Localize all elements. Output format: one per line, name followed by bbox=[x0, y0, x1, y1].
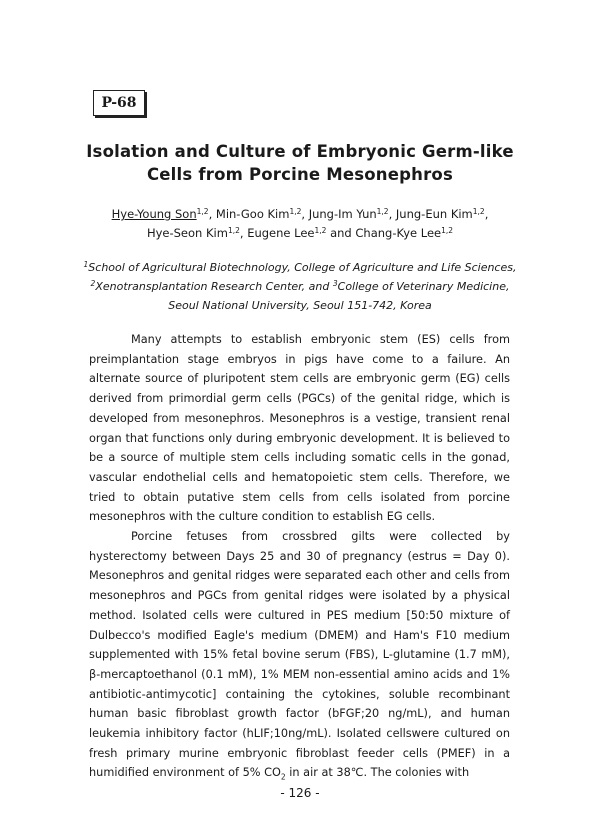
co2-subscript: 2 bbox=[280, 772, 286, 782]
aff-sup: 3 bbox=[332, 279, 338, 288]
author-name: Min-Goo Kim bbox=[215, 207, 290, 221]
affiliation-line-3: Seoul National University, Seoul 151-742, Korea bbox=[168, 299, 432, 312]
abstract-text: Porcine fetuses from crossbred gilts were collected by hysterectomy between Days 25 and 30 of pregnancy (estrus = Day 0). Mesonephros and genital ridges were separated each other and cells from mesonephros and PGCs from genital ridges were isolated by a physical method. Isolated cells were cultured in PES medium [50:50 mixture of Dulbecco's modified Eagle's medium (DMEM) and Ham's F10 medium supplemented with 15% fetal bovine serum (FBS), L-glutamine (1.7 mM), β-mercaptoethanol (0.1 mM), 1% MEM non-essential amino acids and 1% antibiotic-antimycotic] containing the cytokines, soluble recombinant human basic fibroblast growth factor (bFGF;20 ng/mL), and human leukemia inhibitory factor (hLIF;10ng/mL). Isolated cellswere cultured on fresh primary murine embryonic fibroblast feeder cells (PMEF) in a humidified environment of 5% CO bbox=[89, 530, 510, 780]
author-sup: 1,2 bbox=[472, 207, 485, 216]
title-line-1: Isolation and Culture of Embryonic Germ-like bbox=[86, 142, 514, 161]
author-presenter: Hye-Young Son bbox=[111, 207, 197, 221]
abstract-body bbox=[89, 330, 510, 783]
page-number: - 126 - bbox=[280, 786, 320, 800]
aff-sup: 1 bbox=[83, 260, 89, 269]
title-line-2: Cells from Porcine Mesonephros bbox=[146, 165, 453, 184]
author-name: Jung-Eun Kim bbox=[395, 207, 473, 221]
affiliation-line-1 bbox=[60, 258, 540, 277]
author-line-2: Hye-Seon Kim$^{1,2}$, Eugene Lee$^{1,2}$ and Chang-Kye Lee$^{1,2}$ bbox=[146, 226, 454, 240]
affiliation-line-2 bbox=[60, 277, 540, 296]
author-and: and bbox=[330, 226, 352, 240]
author-sup: 1,2 bbox=[441, 226, 454, 235]
author-name: Chang-Kye Lee bbox=[355, 226, 442, 240]
aff-text: School of Agricultural Biotechnology, College of Agriculture and Life Sciences, bbox=[88, 261, 517, 274]
paper-title bbox=[60, 140, 540, 186]
poster-code-box bbox=[93, 90, 145, 116]
aff-sup: 2 bbox=[90, 279, 96, 288]
author-sup: 1,2 bbox=[289, 207, 302, 216]
abstract-paragraph-2 bbox=[89, 527, 510, 783]
abstract-paragraph-1: Many attempts to establish embryonic stem (ES) cells from preimplantation stage embryos in pigs have come to a failure. An alternate source of pluripotent stem cells are embryonic germ (EG) cells derived from primordial germ cells (PGCs) of the genital ridge, which is developed from mesonephros. Mesonephros is a vestige, transient renal organ that functions only during embryonic development. It is believed to be a source of multiple stem cells including somatic cells in the gonad, vascular endothelial cells and hematopoietic stem cells. Therefore, we tried to obtain putative stem cells from cells isolated from porcine mesonephros with the culture condition to establish EG cells. bbox=[89, 333, 510, 524]
abstract-text: in air at 38℃. The colonies with bbox=[285, 766, 470, 780]
author-line-1: Hye-Young Son$^{1,2}$, Min-Goo Kim$^{1,2}$, Jung-Im Yun$^{1,2}$, Jung-Eun Kim$^{1,2}$, bbox=[111, 207, 489, 221]
poster-code: P-68 bbox=[101, 95, 137, 111]
aff-text: College of Veterinary Medicine, bbox=[337, 280, 510, 293]
author-sup: 1,2 bbox=[314, 226, 327, 235]
affiliations bbox=[60, 258, 540, 315]
author-name: Eugene Lee bbox=[247, 226, 315, 240]
author-name: Hye-Seon Kim bbox=[146, 226, 228, 240]
author-sup: 1,2 bbox=[376, 207, 389, 216]
author-sup: 1,2 bbox=[196, 207, 209, 216]
author-name: Jung-Im Yun bbox=[308, 207, 377, 221]
author-list bbox=[60, 205, 540, 243]
author-sup: 1,2 bbox=[227, 226, 240, 235]
aff-text: Xenotransplantation Research Center, and bbox=[95, 280, 330, 293]
